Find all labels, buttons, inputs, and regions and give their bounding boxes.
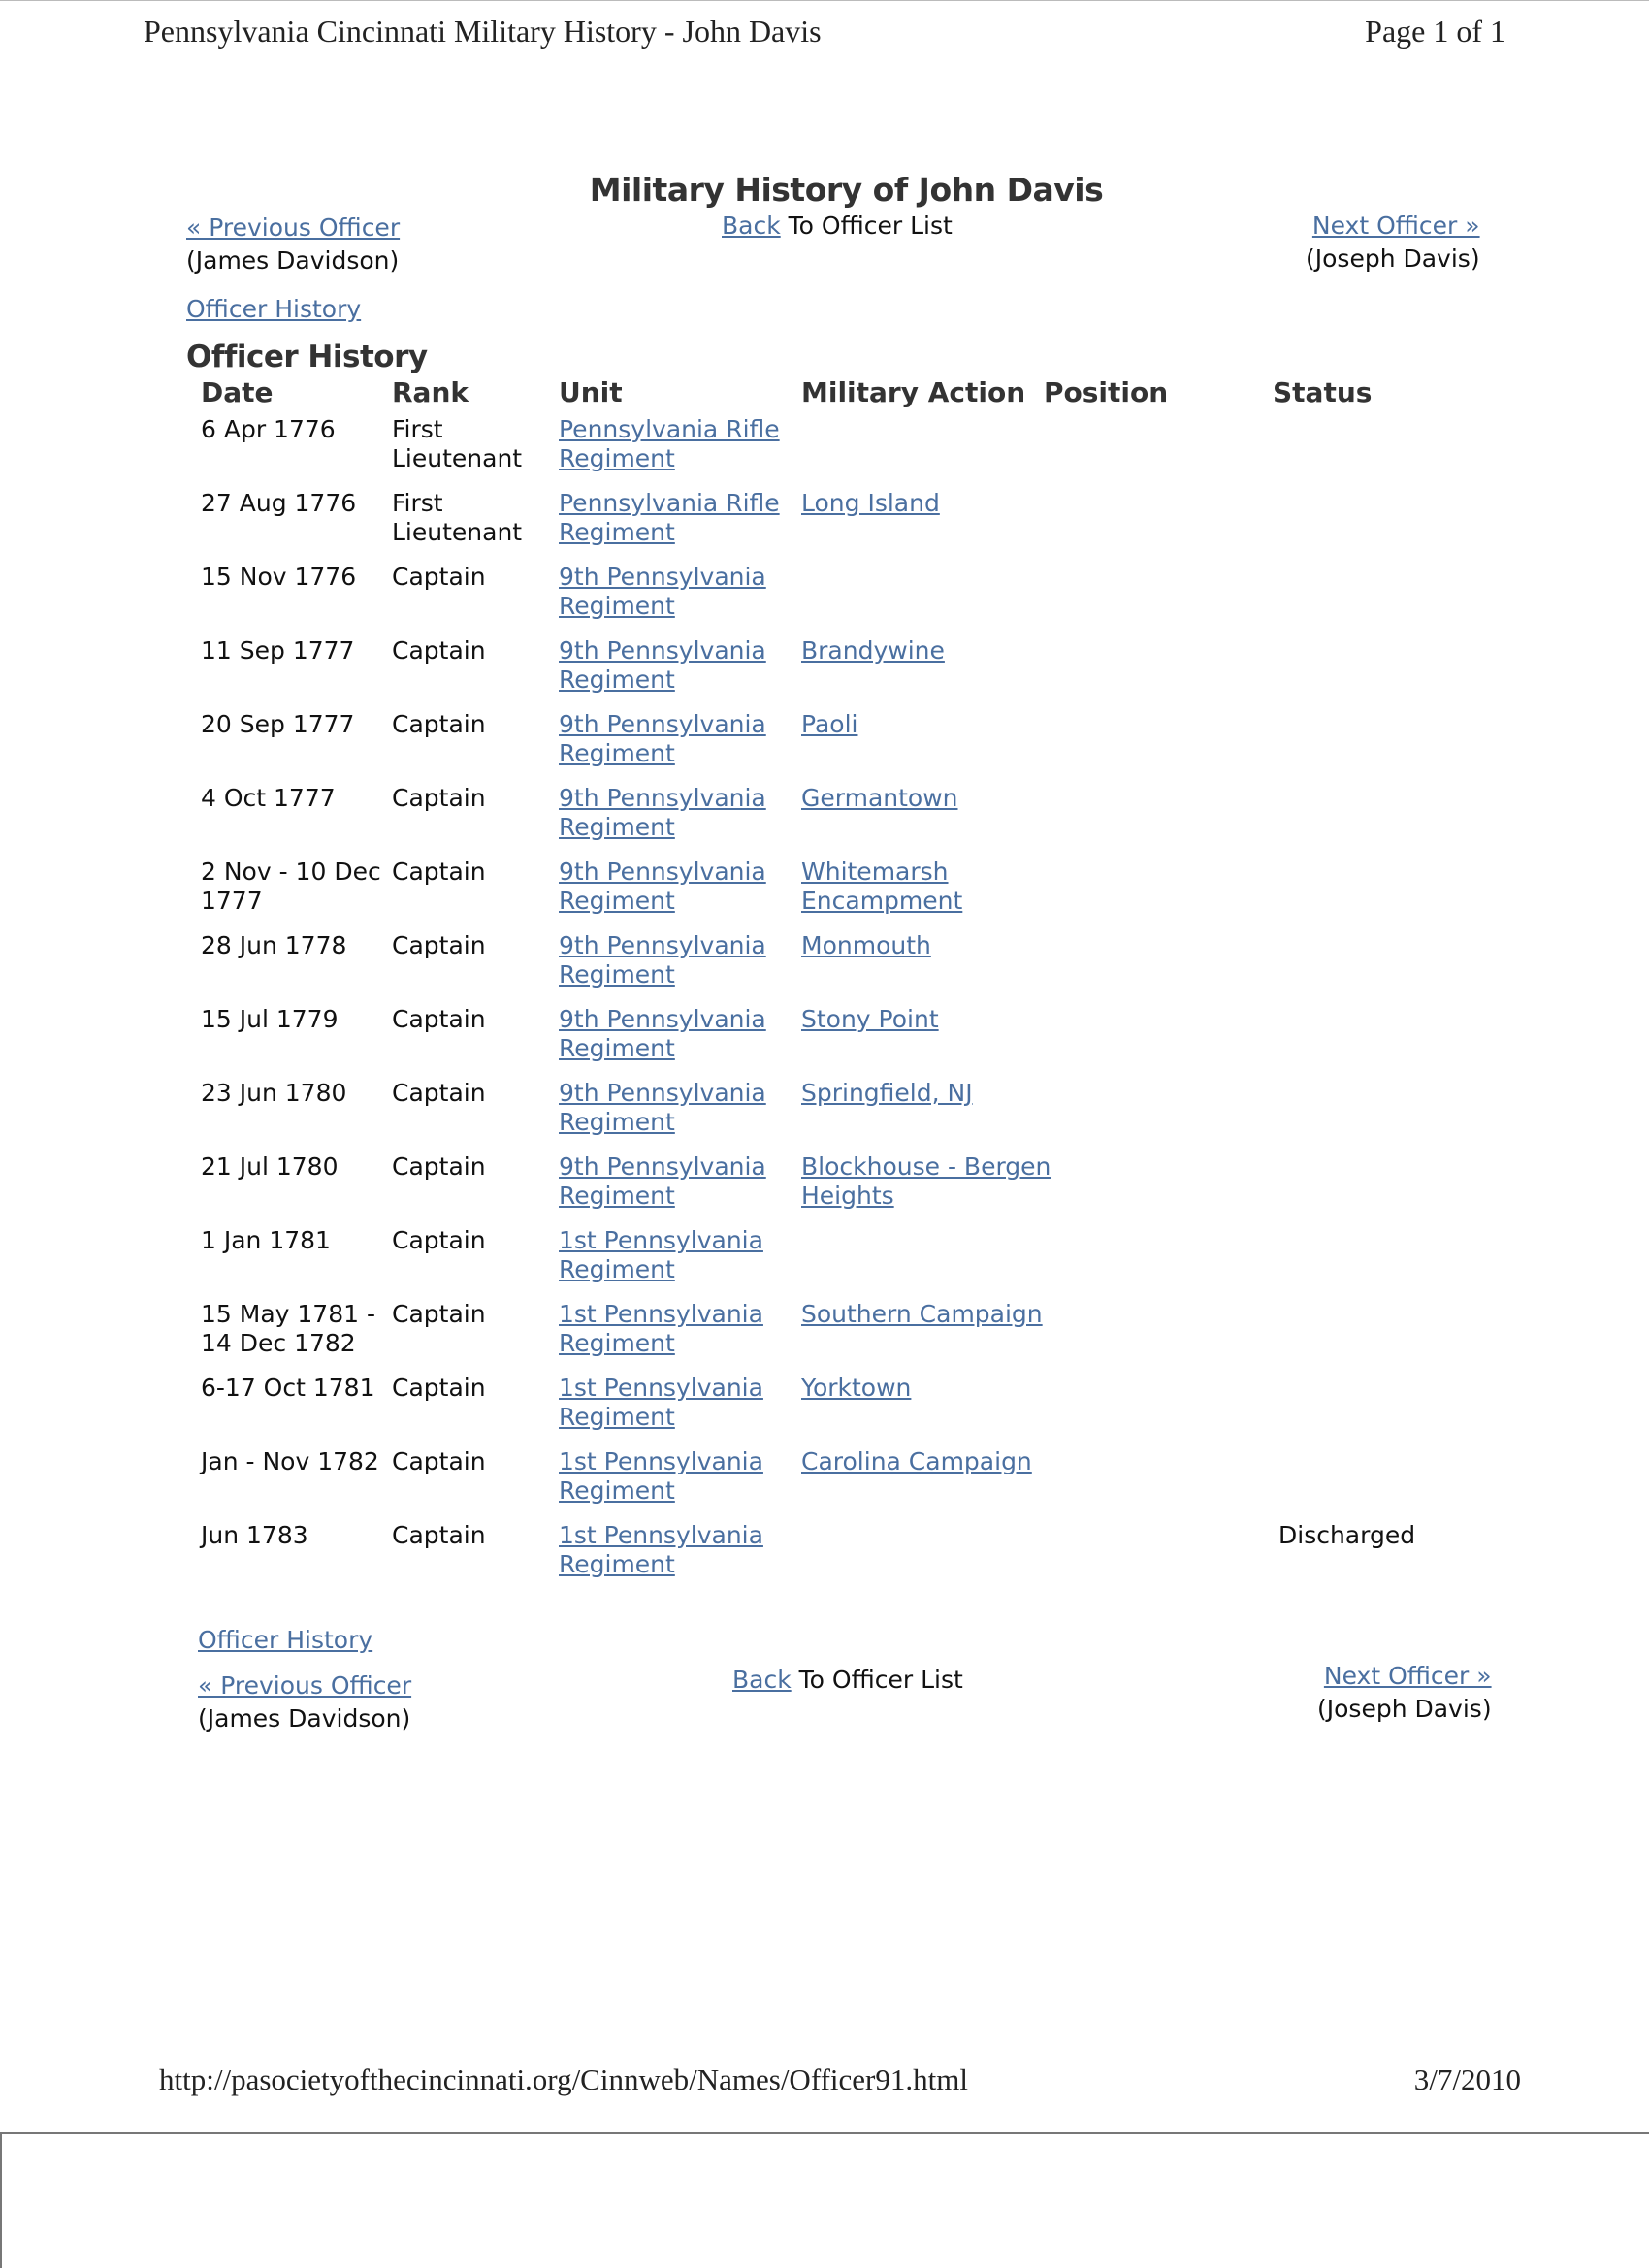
cell-rank: Captain xyxy=(392,1374,486,1402)
cell-unit-link[interactable]: 1st Pennsylvania Regiment xyxy=(559,1300,763,1357)
header-date: Date xyxy=(201,376,274,408)
cell-action-link[interactable]: Brandywine xyxy=(801,636,945,664)
cell-rank: Captain xyxy=(392,784,486,812)
cell-rank: Captain xyxy=(392,710,486,738)
cell-action-link[interactable]: Germantown xyxy=(801,784,958,812)
cell-action-link[interactable]: Yorktown xyxy=(801,1374,912,1402)
cell-action-link[interactable]: Whitemarsh Encampment xyxy=(801,858,963,915)
next-officer-name: (Joseph Davis) xyxy=(1306,244,1480,273)
previous-officer-link-bottom[interactable]: « Previous Officer xyxy=(198,1671,412,1700)
cell-unit-link[interactable]: 9th Pennsylvania Regiment xyxy=(559,1152,766,1210)
table-row xyxy=(198,563,1401,636)
section-title: Officer History xyxy=(186,340,428,374)
cell-date: 23 Jun 1780 xyxy=(201,1079,347,1107)
table-row xyxy=(198,1300,1401,1374)
table-body xyxy=(198,415,1416,1595)
cell-action-link[interactable]: Blockhouse - Bergen Heights xyxy=(801,1152,1051,1210)
previous-officer-name-bottom: (James Davidson) xyxy=(198,1704,411,1733)
cell-date: 21 Jul 1780 xyxy=(201,1152,339,1181)
cell-status: Discharged xyxy=(1278,1521,1416,1549)
cell-action-link[interactable]: Springfield, NJ xyxy=(801,1079,973,1107)
cell-unit-link[interactable]: 1st Pennsylvania Regiment xyxy=(559,1226,763,1283)
cell-rank: Captain xyxy=(392,1447,486,1475)
scan-edge-horizontal xyxy=(0,2132,1649,2134)
back-to-list-top xyxy=(722,211,953,240)
officer-history-link-bottom[interactable]: Officer History xyxy=(198,1626,373,1654)
cell-date: 20 Sep 1777 xyxy=(201,710,355,738)
cell-unit-link[interactable]: 9th Pennsylvania Regiment xyxy=(559,1079,766,1136)
cell-date: 15 May 1781 - 14 Dec 1782 xyxy=(201,1300,375,1357)
cell-unit-link[interactable]: 1st Pennsylvania Regiment xyxy=(559,1447,763,1505)
cell-unit-link[interactable]: 9th Pennsylvania Regiment xyxy=(559,858,766,915)
cell-date: 6 Apr 1776 xyxy=(201,415,336,443)
cell-date: 1 Jan 1781 xyxy=(201,1226,331,1254)
cell-unit-link[interactable]: 9th Pennsylvania Regiment xyxy=(559,710,766,767)
cell-unit-link[interactable]: 9th Pennsylvania Regiment xyxy=(559,563,766,620)
scan-edge-vertical xyxy=(0,2132,2,2268)
cell-date: 11 Sep 1777 xyxy=(201,636,355,664)
table-row xyxy=(198,636,1401,710)
previous-officer-nav-bottom xyxy=(198,1669,411,1735)
cell-rank: Captain xyxy=(392,858,486,886)
cell-action-link[interactable]: Paoli xyxy=(801,710,858,738)
officer-history-link[interactable]: Officer History xyxy=(186,295,362,323)
table-row xyxy=(198,415,1401,489)
table-row xyxy=(198,1226,1401,1300)
header-rank: Rank xyxy=(392,376,469,408)
cell-rank: Captain xyxy=(392,563,486,591)
cell-unit-link[interactable]: 1st Pennsylvania Regiment xyxy=(559,1374,763,1431)
previous-officer-link[interactable]: « Previous Officer xyxy=(186,213,401,242)
cell-date: 15 Jul 1779 xyxy=(201,1005,339,1033)
cell-date: Jun 1783 xyxy=(201,1521,308,1549)
table-row xyxy=(198,858,1401,931)
table-row xyxy=(198,489,1401,563)
table-row xyxy=(198,1079,1401,1152)
header-military-action: Military Action xyxy=(801,376,1026,408)
next-officer-nav-bottom xyxy=(1317,1660,1492,1726)
cell-rank: Captain xyxy=(392,1226,486,1254)
cell-unit-link[interactable]: Pennsylvania Rifle Regiment xyxy=(559,489,780,546)
back-to-list-bottom xyxy=(732,1666,963,1694)
table-header-row xyxy=(198,376,1401,415)
cell-action-link[interactable]: Monmouth xyxy=(801,931,931,959)
cell-unit-link[interactable]: Pennsylvania Rifle Regiment xyxy=(559,415,780,472)
cell-unit-link[interactable]: 9th Pennsylvania Regiment xyxy=(559,784,766,841)
cell-action-link[interactable]: Carolina Campaign xyxy=(801,1447,1032,1475)
print-header xyxy=(144,14,1505,62)
header-position: Position xyxy=(1044,376,1169,408)
cell-date: 15 Nov 1776 xyxy=(201,563,357,591)
cell-rank: First Lieutenant xyxy=(392,415,523,472)
previous-officer-nav-top xyxy=(186,211,400,277)
header-status: Status xyxy=(1273,376,1373,408)
table-row xyxy=(198,784,1401,858)
table-row xyxy=(198,1447,1401,1521)
cell-date: 4 Oct 1777 xyxy=(201,784,336,812)
cell-rank: First Lieutenant xyxy=(392,489,523,546)
cell-unit-link[interactable]: 9th Pennsylvania Regiment xyxy=(559,1005,766,1062)
print-footer-url: http://pasocietyofthecincinnati.org/Cinnweb/Names/Officer91.html xyxy=(159,2062,968,2096)
back-suffix-text-bottom: To Officer List xyxy=(791,1666,963,1694)
table-row xyxy=(198,710,1401,784)
previous-officer-name: (James Davidson) xyxy=(186,246,400,275)
cell-date: Jan - Nov 1782 xyxy=(201,1447,379,1475)
cell-date: 6-17 Oct 1781 xyxy=(201,1374,375,1402)
print-footer-date: 3/7/2010 xyxy=(1413,2062,1521,2096)
print-page-number: Page 1 of 1 xyxy=(1365,14,1505,49)
cell-action-link[interactable]: Stony Point xyxy=(801,1005,939,1033)
cell-rank: Captain xyxy=(392,1152,486,1181)
cell-rank: Captain xyxy=(392,1300,486,1328)
next-officer-link[interactable]: Next Officer » xyxy=(1311,211,1480,240)
back-link[interactable]: Back xyxy=(722,211,781,240)
header-unit: Unit xyxy=(559,376,623,408)
print-footer xyxy=(159,2062,1521,2105)
cell-date: 27 Aug 1776 xyxy=(201,489,357,517)
cell-unit-link[interactable]: 9th Pennsylvania Regiment xyxy=(559,931,766,988)
page-title: Military History of John Davis xyxy=(589,171,1104,209)
cell-action-link[interactable]: Southern Campaign xyxy=(801,1300,1043,1328)
back-suffix-text: To Officer List xyxy=(780,211,953,240)
next-officer-link-bottom[interactable]: Next Officer » xyxy=(1323,1662,1492,1690)
table-row xyxy=(198,931,1401,1005)
cell-rank: Captain xyxy=(392,636,486,664)
back-link-bottom[interactable]: Back xyxy=(732,1666,792,1694)
scan-top-edge xyxy=(0,0,1649,1)
cell-rank: Captain xyxy=(392,1005,486,1033)
print-header-title: Pennsylvania Cincinnati Military History - John Davis xyxy=(144,14,822,49)
table-row xyxy=(198,1152,1401,1226)
cell-rank: Captain xyxy=(392,1079,486,1107)
cell-action-link[interactable]: Long Island xyxy=(801,489,940,517)
cell-date: 2 Nov - 10 Dec 1777 xyxy=(201,858,381,915)
cell-rank: Captain xyxy=(392,1521,486,1549)
table-row xyxy=(198,1374,1401,1447)
officer-history-table xyxy=(198,376,1416,1595)
table-row xyxy=(198,1521,1416,1595)
table-row xyxy=(198,1005,1401,1079)
cell-unit-link[interactable]: 9th Pennsylvania Regiment xyxy=(559,636,766,694)
next-officer-name-bottom: (Joseph Davis) xyxy=(1317,1695,1492,1723)
next-officer-nav-top xyxy=(1306,210,1480,275)
cell-rank: Captain xyxy=(392,931,486,959)
cell-date: 28 Jun 1778 xyxy=(201,931,347,959)
cell-unit-link[interactable]: 1st Pennsylvania Regiment xyxy=(559,1521,763,1578)
